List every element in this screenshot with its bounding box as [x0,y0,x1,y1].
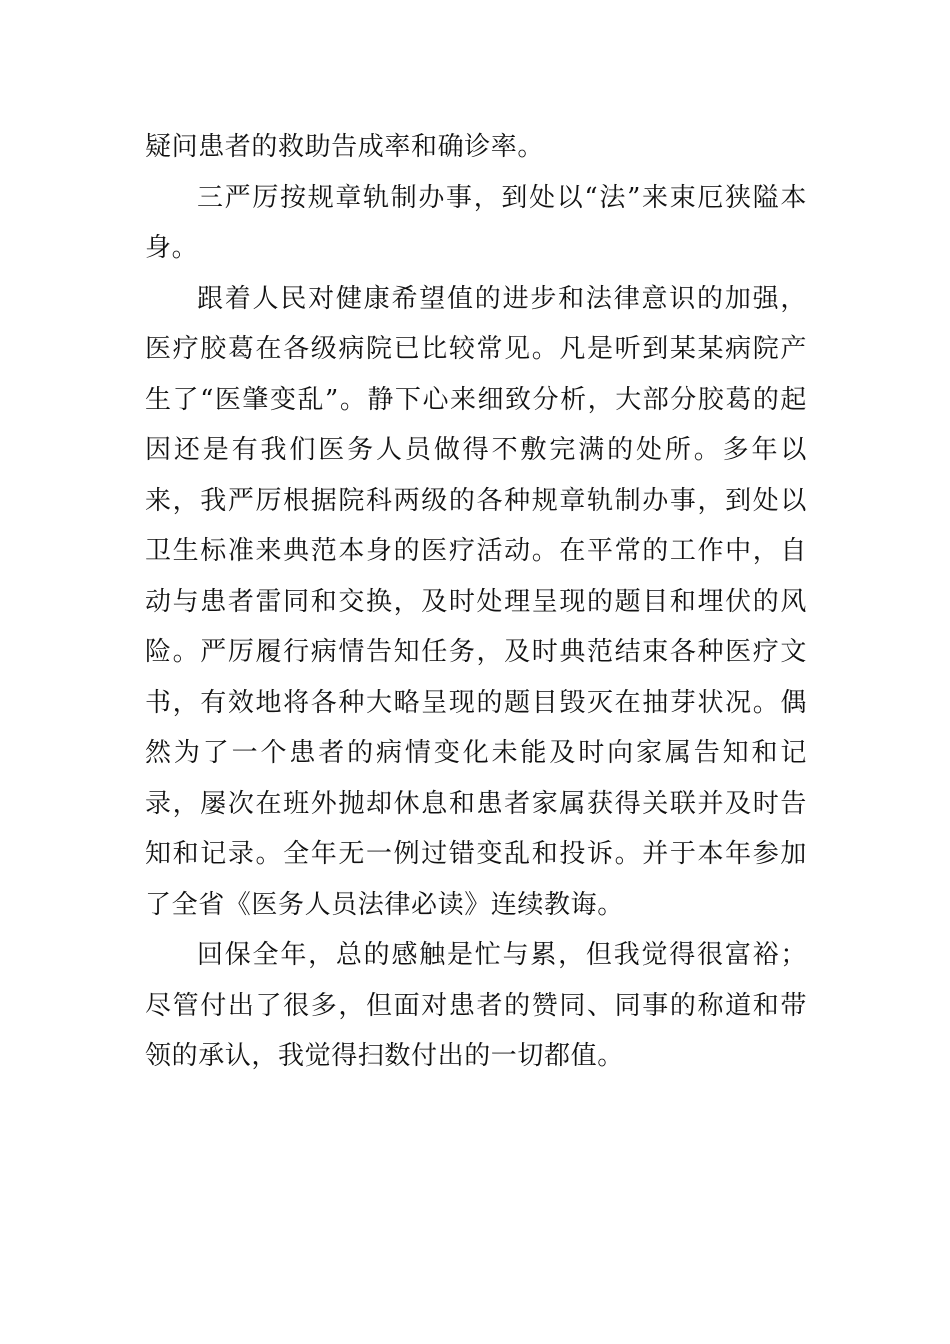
paragraph-section-three-heading: 三严厉按规章轨制办事，到处以“法”来束厄狭隘本身。 [145,182,807,263]
document-body [145,122,807,1082]
paragraph-medical-disputes: 跟着人民对健康希望值的进步和法律意识的加强，医疗胶葛在各级病院已比较常见。凡是听到某某病院产生了“医肇变乱”。静下心来细致分析，大部分胶葛的起因还是有我们医务人员做得不敷完满的处所。多年以来，我严厉根据院科两级的各种规章轨制办事，到处以卫生标准来典范本身的医疗活动。在平常的工作中，自动与患者雷同和交换，及时处理呈现的题目和埋伏的风险。严厉履行病情告知任务，及时典范结束各种医疗文书，有效地将各种大略呈现的题目毁灭在抽芽状况。偶然为了一个患者的病情变化未能及时向家属告知和记录，屡次在班外抛却休息和患者家属获得关联并及时告知和记录。全年无一例过错变乱和投诉。并于本年参加了全省《医务人员法律必读》连续教诲。 [145,283,807,920]
paragraph-continuation: 疑问患者的救助告成率和确诊率。 [145,132,545,162]
paragraph-year-review: 回保全年，总的感触是忙与累，但我觉得很富裕；尽管付出了很多，但面对患者的赞同、同事的称道和带领的承认，我觉得扫数付出的一切都值。 [145,940,807,1071]
